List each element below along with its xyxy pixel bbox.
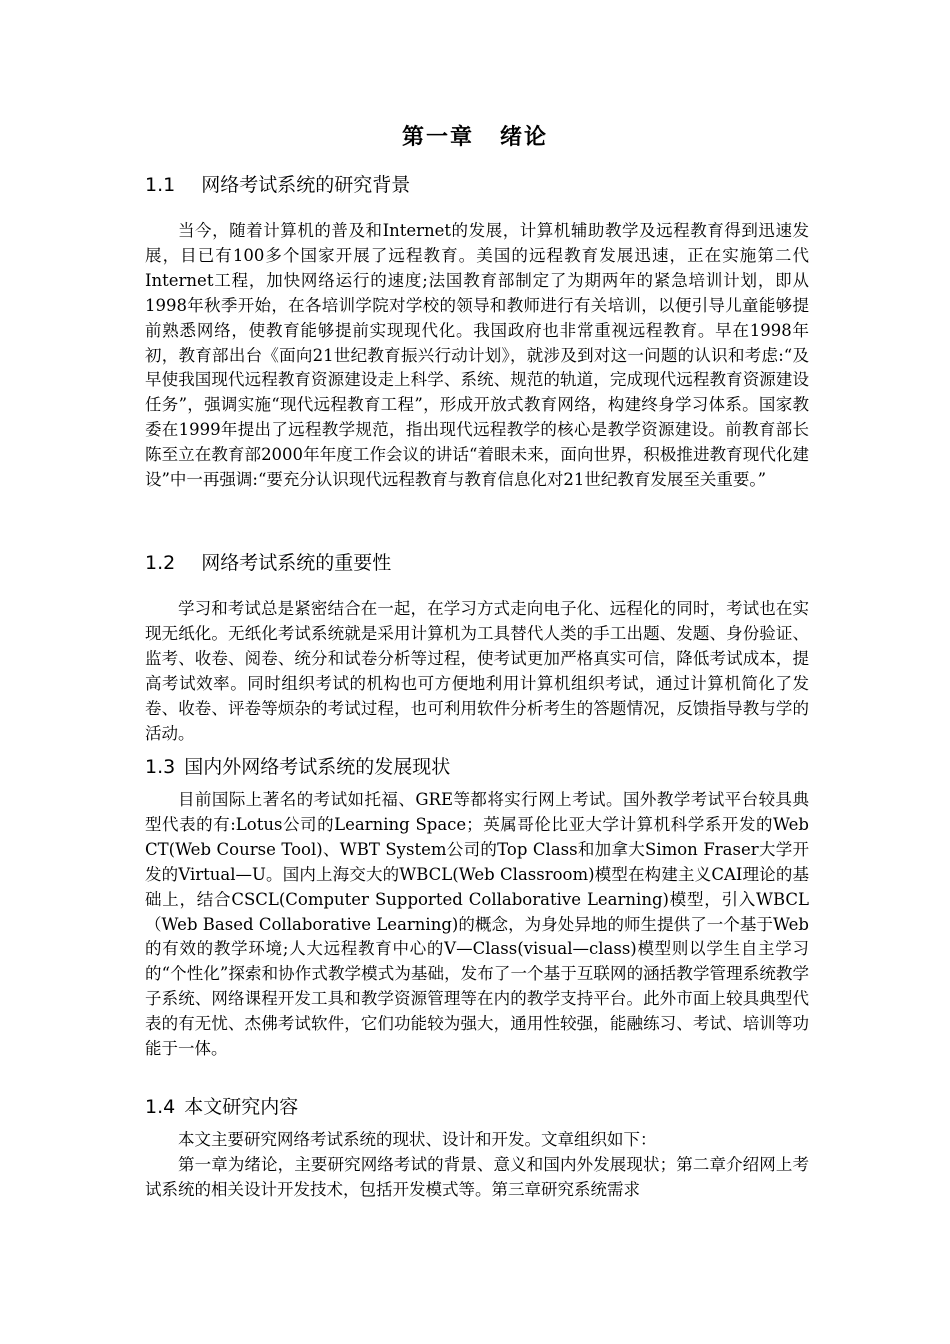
section-1-2-paragraph: 学习和考试总是紧密结合在一起，在学习方式走向电子化、远程化的同时，考试也在实现无纸化。无纸化考试系统就是采用计算机为工具替代人类的手工出题、发题、身份验证、监考、收卷、阅卷、统分和试卷分析等过程，使考试更加严格真实可信，降低考试成本，提高考试效率。同时组织考试的机构也可方便地利用计算机组织考试，通过计算机简化了发卷、收卷、评卷等烦杂的考试过程，也可利用软件分析考生的答题情况，反馈指导教与学的活动。 <box>145 599 809 743</box>
section-heading-1-3 <box>145 752 450 782</box>
section-title: 国内外网络考试系统的发展现状 <box>184 756 451 778</box>
section-heading-1-2 <box>145 548 391 578</box>
section-number: 1.2 <box>145 552 176 574</box>
section-number: 1.3 <box>145 756 176 778</box>
section-title: 本文研究内容 <box>184 1096 299 1118</box>
section-1-4-paragraph-2: 第一章为绪论，主要研究网络考试的背景、意义和国内外发展现状；第二章介绍网上考试系统的相关设计开发技术，包括开发模式等。第三章研究系统需求 <box>145 1155 809 1199</box>
section-title: 网络考试系统的重要性 <box>201 552 392 574</box>
section-heading-1-1 <box>145 170 410 200</box>
chapter-title <box>0 118 950 158</box>
section-number: 1.1 <box>145 174 176 196</box>
section-title: 网络考试系统的研究背景 <box>201 174 411 196</box>
section-1-3-paragraph: 目前国际上著名的考试如托福、GRE等都将实行网上考试。国外教学考试平台较具典型代表的有:Lotus公司的Learning Space；英属哥伦比亚大学计算机科学系开发的Web CT(Web Course Tool)、WBT System公司的Top Class和加拿大Simon Fraser大学开发的Virtual—U。国内上海交大的WBCL(Web Classroom)模型在构建主义CAI理论的基础上，结合CSCL(Computer Supported Collaborative Learning)模型，引入WBCL（Web Based Collaborative Learning)的概念，为身处异地的师生提供了一个基于Web的有效的教学环境;人大远程教育中心的V—Class(visual—class)模型则以学生自主学习的“个性化”探索和协作式教学模式为基础，发布了一个基于互联网的涵括教学管理系统教学子系统、网络课程开发工具和教学资源管理等在内的教学支持平台。此外市面上较具典型代表的有无忧、杰佛考试软件，它们功能较为强大，通用性较强，能融练习、考试、培训等功能于一体。 <box>145 790 809 1059</box>
chapter-number: 第一章 <box>401 125 474 150</box>
section-1-1-paragraph: 当今，随着计算机的普及和Internet的发展，计算机辅助教学及远程教育得到迅速发展，目已有100多个国家开展了远程教育。美国的远程教育发展迅速，正在实施第二代Internet工程，加快网络运行的速度;法国教育部制定了为期两年的紧急培训计划，即从1998年秋季开始，在各培训学院对学校的领导和教师进行有关培训，以便引导儿童能够提前熟悉网络，使教育能够提前实现现代化。我国政府也非常重视远程教育。早在1998年初，教育部出台《面向21世纪教育振兴行动计划》，就涉及到对这一问题的认识和考虑:“及早使我国现代远程教育资源建设走上科学、系统、规范的轨道，完成现代远程教育资源建设任务”，强调实施“现代远程教育工程”，形成开放式教育网络，构建终身学习体系。国家教委在1999年提出了远程教学规范，指出现代远程教学的核心是教学资源建设。前教育部长陈至立在教育部2000年年度工作会议的讲话“着眼未来，面向世界，积极推进教育现代化建设”中一再强调:“要充分认识现代远程教育与教育信息化对21世纪教育发展至关重要。” <box>145 221 809 490</box>
section-heading-1-4 <box>145 1092 298 1122</box>
chapter-name: 绪论 <box>500 125 549 150</box>
section-number: 1.4 <box>145 1096 176 1118</box>
section-1-4-paragraph-1: 本文主要研究网络考试系统的现状、设计和开发。文章组织如下： <box>178 1130 657 1149</box>
